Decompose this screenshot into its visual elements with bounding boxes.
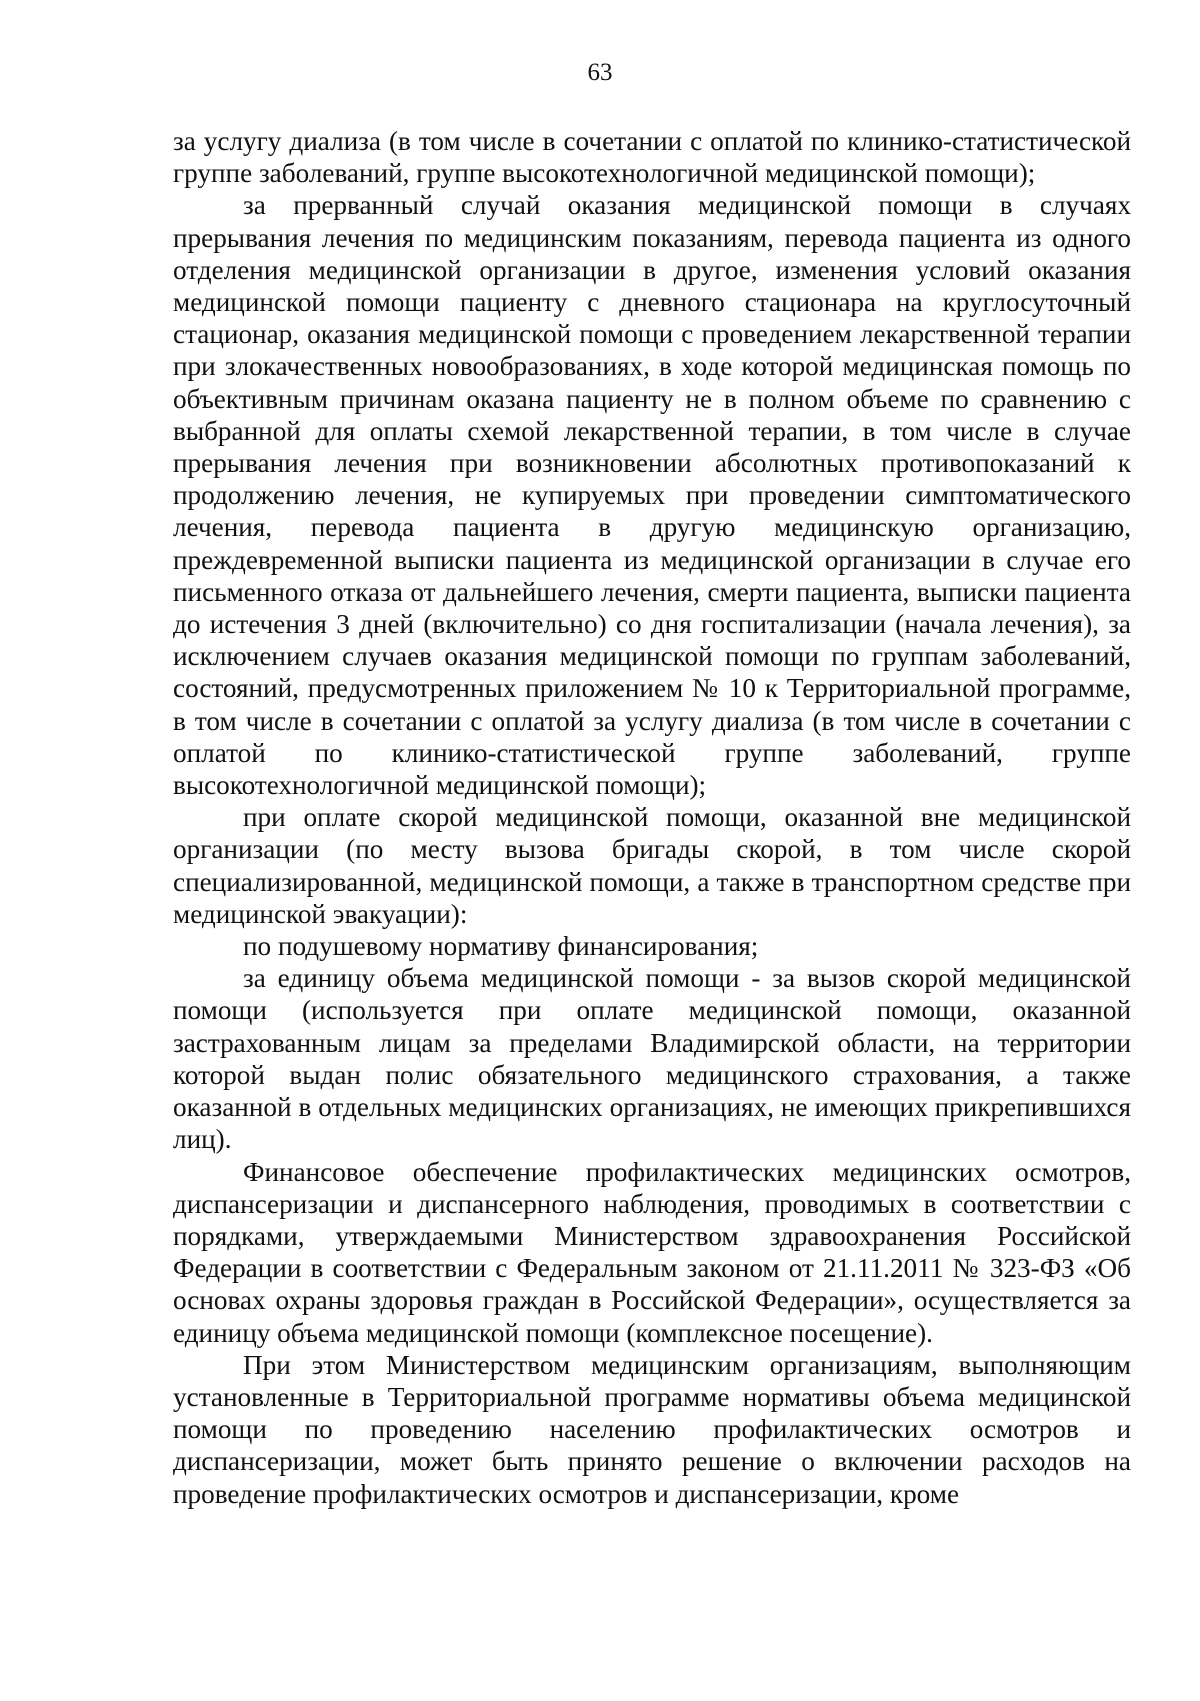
paragraph-interrupted-case: за прерванный случай оказания медицинской помощи в случаях прерывания лечения по медицинским показаниям, перевода пациента из одного отделения медицинской организации в другое, изменения условий оказания медицинской помощи пациенту с дневного стационара на круглосуточный стационар, оказания медицинской помощи с проведением лекарственной терапии при злокачественных новообразованиях, в ходе которой медицинская помощь по объективным причинам оказана пациенту не в полном объеме по сравнению с выбранной для оплаты схемой лекарственной терапии, в том числе в случае прерывания лечения при возникновении абсолютных противопоказаний к продолжению лечения, не купируемых при проведении симптоматического лечения, перевода пациента в другую медицинскую организацию, преждевременной выписки пациента из медицинской организации в случае его письменного отказа от дальнейшего лечения, смерти пациента, выписки пациента до истечения 3 дней (включительно) со дня госпитализации (начала лечения), за исключением случаев оказания медицинской помощи по группам заболеваний, состояний, предусмотренных приложением № 10 к Территориальной программе, в том числе в сочетании с оплатой за услугу диализа (в том числе в сочетании с оплатой по клинико-статистической группе заболеваний, группе высокотехнологичной медицинской помощи); — [173, 190, 1131, 801]
paragraph-ministry-decision: При этом Министерством медицинским организациям, выполняющим установленные в Территориальной программе нормативы объема медицинской помощи по проведению населению профилактических осмотров и диспансеризации, может быть принято решение о включении расходов на проведение профилактических осмотров и диспансеризации, кроме — [173, 1349, 1131, 1509]
paragraph-per-call: за единицу объема медицинской помощи - за вызов скорой медицинской помощи (используется при оплате медицинской помощи, оказанной застрахованным лицам за пределами Владимирской области, на территории которой выдан полис обязательного медицинского страхования, а также оказанной в отдельных медицинских организациях, не имеющих прикрепившихся лиц). — [173, 963, 1131, 1155]
paragraph-preventive-funding: Финансовое обеспечение профилактических медицинских осмотров, диспансеризации и диспансерного наблюдения, проводимых в соответствии с порядками, утверждаемыми Министерством здравоохранения Российской Федерации в соответствии с Федеральным законом от 21.11.2011 № 323-ФЗ «Об основах охраны здоровья граждан в Российской Федерации», осуществляется за единицу объема медицинской помощи (комплексное посещение). — [173, 1156, 1131, 1348]
page-number: 63 — [587, 59, 613, 86]
paragraph-dialysis: за услугу диализа (в том числе в сочетании с оплатой по клинико-статистической группе заболеваний, группе высокотехнологичной медицинской помощи); — [173, 126, 1131, 189]
document-body — [173, 125, 1131, 1510]
paragraph-emergency-care: при оплате скорой медицинской помощи, оказанной вне медицинской организации (по месту вызова бригады скорой, в том числе скорой специализированной, медицинской помощи, а также в транспортном средстве при медицинской эвакуации): — [173, 802, 1131, 929]
paragraph-per-capita: по подушевому нормативу финансирования; — [243, 931, 759, 962]
